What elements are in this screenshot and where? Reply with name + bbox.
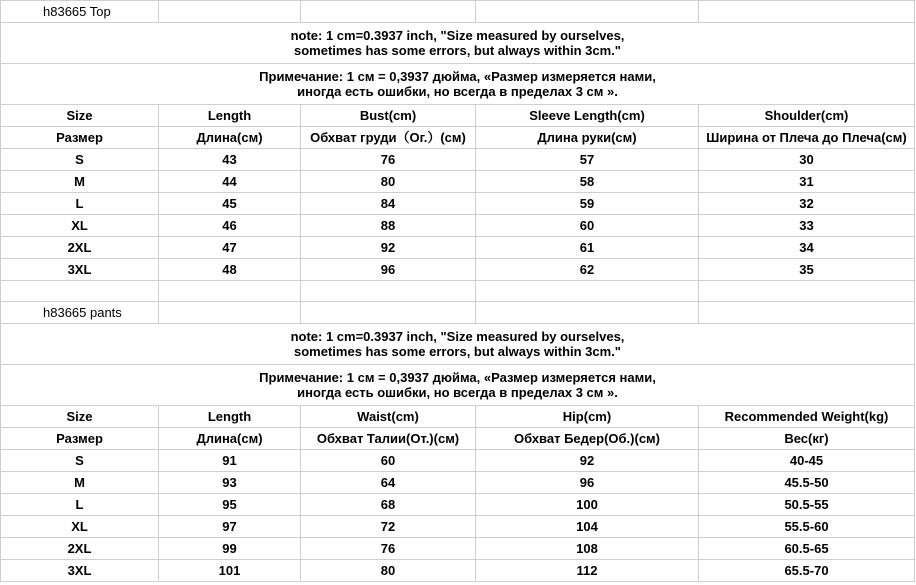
top-header-ru-row	[1, 127, 915, 149]
value-cell: 44	[159, 171, 301, 193]
column-header: Length	[159, 406, 301, 428]
value-cell: 88	[301, 215, 476, 237]
pants-header-ru-row	[1, 428, 915, 450]
column-header: Длина(см)	[159, 428, 301, 450]
table-row	[1, 237, 915, 259]
column-header: Обхват Бедер(Об.)(см)	[476, 428, 699, 450]
column-header: Размер	[1, 428, 159, 450]
column-header: Обхват груди（Ог.）(см)	[301, 127, 476, 149]
value-cell: 101	[159, 560, 301, 582]
table-row	[1, 193, 915, 215]
pants-note-en-row	[1, 324, 915, 365]
value-cell: 33	[699, 215, 915, 237]
pants-note-en	[1, 324, 915, 365]
table-row	[1, 516, 915, 538]
empty-cell	[159, 281, 301, 302]
empty-cell	[476, 302, 699, 324]
table-row	[1, 494, 915, 516]
table-row	[1, 472, 915, 494]
top-title-row	[1, 1, 915, 23]
empty-cell	[301, 1, 476, 23]
value-cell: 30	[699, 149, 915, 171]
pants-note-ru-row	[1, 365, 915, 406]
table-row	[1, 215, 915, 237]
pants-note-ru-line: Примечание: 1 см = 0,3937 дюйма, «Размер измеряется нами,	[259, 370, 656, 385]
value-cell: 93	[159, 472, 301, 494]
empty-cell	[699, 1, 915, 23]
value-cell: 84	[301, 193, 476, 215]
table-row	[1, 450, 915, 472]
value-cell: 100	[476, 494, 699, 516]
size-cell: L	[1, 193, 159, 215]
pants-note-en-line: sometimes has some errors, but always within 3cm."	[294, 344, 621, 359]
column-header: Размер	[1, 127, 159, 149]
column-header: Hip(cm)	[476, 406, 699, 428]
value-cell: 92	[476, 450, 699, 472]
value-cell: 80	[301, 560, 476, 582]
empty-cell	[301, 302, 476, 324]
top-note-en-row	[1, 23, 915, 64]
top-note-en-line: sometimes has some errors, but always within 3cm."	[294, 43, 621, 58]
empty-cell	[159, 1, 301, 23]
empty-cell	[699, 281, 915, 302]
table-row	[1, 149, 915, 171]
value-cell: 76	[301, 538, 476, 560]
table-row	[1, 171, 915, 193]
column-header: Recommended Weight(kg)	[699, 406, 915, 428]
value-cell: 64	[301, 472, 476, 494]
pants-header-en-row	[1, 406, 915, 428]
empty-cell	[1, 281, 159, 302]
top-note-ru-row	[1, 64, 915, 105]
size-cell: M	[1, 171, 159, 193]
value-cell: 96	[301, 259, 476, 281]
value-cell: 35	[699, 259, 915, 281]
top-note-ru-line: иногда есть ошибки, но всегда в пределах 3 см ».	[297, 84, 618, 99]
size-cell: 2XL	[1, 237, 159, 259]
column-header: Bust(cm)	[301, 105, 476, 127]
value-cell: 31	[699, 171, 915, 193]
table-row	[1, 560, 915, 582]
empty-cell	[301, 281, 476, 302]
column-header: Size	[1, 105, 159, 127]
value-cell: 50.5-55	[699, 494, 915, 516]
size-cell: M	[1, 472, 159, 494]
size-cell: XL	[1, 215, 159, 237]
pants-note-en-line: note: 1 cm=0.3937 inch, "Size measured by ourselves,	[290, 329, 625, 344]
table-row	[1, 259, 915, 281]
value-cell: 99	[159, 538, 301, 560]
value-cell: 97	[159, 516, 301, 538]
size-cell: S	[1, 149, 159, 171]
value-cell: 48	[159, 259, 301, 281]
pants-note-ru-line: иногда есть ошибки, но всегда в пределах 3 см ».	[297, 385, 618, 400]
empty-cell	[159, 302, 301, 324]
value-cell: 104	[476, 516, 699, 538]
empty-cell	[476, 281, 699, 302]
top-header-en-row	[1, 105, 915, 127]
value-cell: 92	[301, 237, 476, 259]
value-cell: 62	[476, 259, 699, 281]
value-cell: 68	[301, 494, 476, 516]
size-cell: 2XL	[1, 538, 159, 560]
column-header: Size	[1, 406, 159, 428]
pants-note-ru	[1, 365, 915, 406]
value-cell: 112	[476, 560, 699, 582]
value-cell: 65.5-70	[699, 560, 915, 582]
value-cell: 55.5-60	[699, 516, 915, 538]
top-section-title: h83665 Top	[1, 1, 159, 23]
value-cell: 72	[301, 516, 476, 538]
spacer-row	[1, 281, 915, 302]
column-header: Обхват Талии(От.)(см)	[301, 428, 476, 450]
value-cell: 58	[476, 171, 699, 193]
value-cell: 45.5-50	[699, 472, 915, 494]
column-header: Shoulder(cm)	[699, 105, 915, 127]
top-note-ru	[1, 64, 915, 105]
value-cell: 60.5-65	[699, 538, 915, 560]
value-cell: 61	[476, 237, 699, 259]
value-cell: 34	[699, 237, 915, 259]
empty-cell	[699, 302, 915, 324]
column-header: Длина руки(см)	[476, 127, 699, 149]
column-header: Length	[159, 105, 301, 127]
top-note-ru-line: Примечание: 1 см = 0,3937 дюйма, «Размер измеряется нами,	[259, 69, 656, 84]
value-cell: 40-45	[699, 450, 915, 472]
pants-section-title: h83665 pants	[1, 302, 159, 324]
size-cell: 3XL	[1, 259, 159, 281]
size-cell: S	[1, 450, 159, 472]
top-note-en-line: note: 1 cm=0.3937 inch, "Size measured by ourselves,	[290, 28, 625, 43]
top-note-en	[1, 23, 915, 64]
empty-cell	[476, 1, 699, 23]
table-row	[1, 538, 915, 560]
value-cell: 96	[476, 472, 699, 494]
size-cell: 3XL	[1, 560, 159, 582]
column-header: Sleeve Length(cm)	[476, 105, 699, 127]
value-cell: 32	[699, 193, 915, 215]
value-cell: 80	[301, 171, 476, 193]
value-cell: 60	[301, 450, 476, 472]
value-cell: 47	[159, 237, 301, 259]
value-cell: 95	[159, 494, 301, 516]
value-cell: 59	[476, 193, 699, 215]
size-cell: XL	[1, 516, 159, 538]
size-cell: L	[1, 494, 159, 516]
column-header: Waist(cm)	[301, 406, 476, 428]
value-cell: 108	[476, 538, 699, 560]
value-cell: 45	[159, 193, 301, 215]
value-cell: 60	[476, 215, 699, 237]
value-cell: 57	[476, 149, 699, 171]
value-cell: 76	[301, 149, 476, 171]
pants-title-row	[1, 302, 915, 324]
column-header: Вес(кг)	[699, 428, 915, 450]
value-cell: 43	[159, 149, 301, 171]
column-header: Длина(см)	[159, 127, 301, 149]
value-cell: 91	[159, 450, 301, 472]
value-cell: 46	[159, 215, 301, 237]
column-header: Ширина от Плеча до Плеча(см)	[699, 127, 915, 149]
